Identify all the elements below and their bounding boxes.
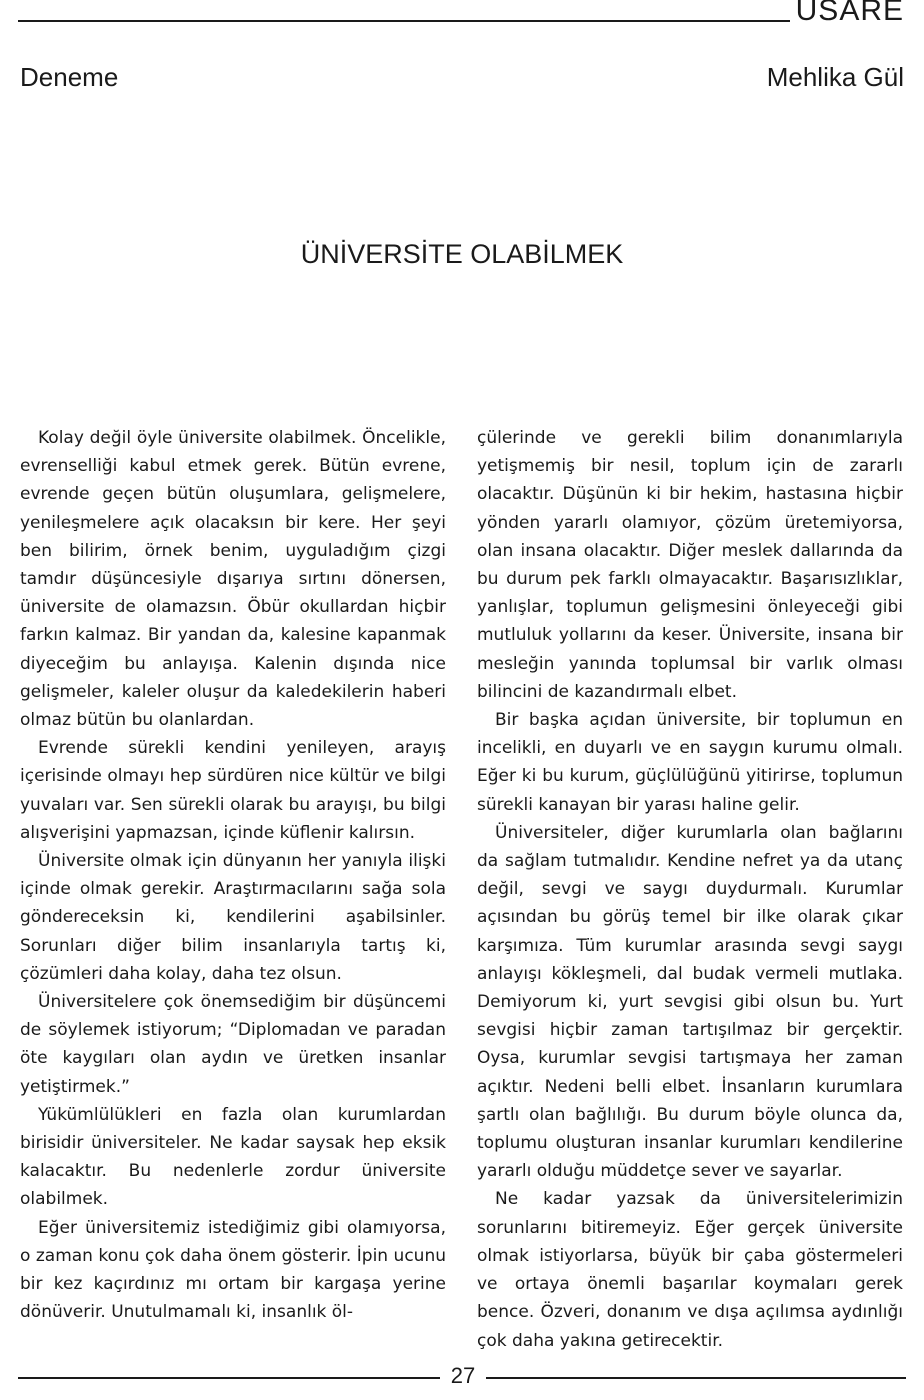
paragraph: Yükümlülükleri en fazla olan kurumlardan birisidir üniversiteler. Ne kadar saysak hep eksik kalacaktır. Bu nedenlerle zordur üniversite olabilmek. (20, 1104, 446, 1210)
article-title: ÜNİVERSİTE OLABİLMEK (300, 239, 624, 269)
paragraph: Bir başka açıdan üniversite, bir toplumun en incelikli, en duyarlı ve en saygın kurumu olmalı. Eğer ki bu kurum, güçlülüğünü yitirirse, toplumun sürekli kanayan bir yarası haline gelir. (477, 710, 903, 815)
paragraph-continuation: çülerinde ve gerekli bilim donanımlarıyla yetişmemiş bir nesil, toplum için de zararlı olacaktır. Düşünün ki bir hekim, hastasına hiçbir yönden yararlı olamıyor, çözüm üretemiyorsa, olan insana olacaktır. Diğer meslek dallarında da bu durum pek farklı olmayacaktır. Başarısızlıklar, yanlışlar, toplumun gelişmesini önleyeceği gibi mutluluk yollarını da keser. Üniversite, insana bir mesleğin yanında toplumsal bir varlık olması bilincini de kazandırmalı elbet. (477, 428, 903, 702)
footer-rule-left (18, 1377, 440, 1379)
footer-rule-right (486, 1377, 906, 1379)
left-column (20, 424, 446, 1327)
paragraph: Üniversite olmak için dünyanın her yanıyla ilişki içinde olmak gerekir. Araştırmacılarını sağa sola göndereceksin ki, kendilerini aşabilsinler. Sorunları diğer bilim insanlarıyla tartış ki, çözümleri daha kolay, daha tez olsun. (20, 851, 446, 984)
paragraph: Ne kadar yazsak da üniversitelerimizin sorunlarını bitiremeyiz. Eğer gerçek üniversite olmak istiyorlarsa, büyük bir çaba göstermeleri ve ortaya önemli başarılar koymaları gerek bence. Özveri, donanım ve dışa açılımsa aydınlığı çok daha yakına getirecektir. (477, 1189, 903, 1351)
paragraph: Evrende sürekli kendini yenileyen, arayış içerisinde olmayı hep sürdüren nice kültür ve bilgi yuvaları var. Sen sürekli olarak bu arayışı, bu bilgi alışverişini yapmazsan, içinde küflenir kalırsın. (20, 738, 446, 843)
paragraph: Üniversitelere çok önemsediğim bir düşüncemi de söylemek istiyorum; “Diplomadan ve paradan öte kaygıları olan aydın ve üretken insanlar yetiştirmek.” (20, 992, 446, 1097)
page-number: 27 (450, 1363, 476, 1388)
paragraph: Kolay değil öyle üniversite olabilmek. Öncelikle, evrenselliği kabul etmek gerek. Bütün evrene, evrende geçen bütün oluşumlara, gelişmelere, yenileşmelere açık olacaksın bir kere. Her şeyi ben bilirim, örnek benim, uyguladığım çizgi tamdır düşüncesiyle dışarıya sırtını dönersen, üniversite de olamazsın. Öbür okullardan hiçbir farkın kalmaz. Bir yandan da, kalesine kapanmak diyeceğim bu anlayışa. Kalenin dışında nice gelişmeler, kaleler oluşur da kaledekilerin haberi olmaz bütün bu olanlardan. (20, 428, 446, 731)
paragraph: Üniversiteler, diğer kurumlarla olan bağlarını da sağlam tutmalıdır. Kendine nefret ya da utanç değil, sevgi ve saygı duydurmalı. Kurumlar açısından bu görüş temel bir ilke olarak çıkar karşımıza. Tüm kurumlar arasında sevgi saygı anlayışı kökleşmeli, dal budak vermeli mutlaka. Demiyorum ki, yurt sevgisi gibi olsun bu. Yurt sevgisi hiçbir zaman tartışılmaz bir gerçektir. Oysa, kurumlar sevgisi tartışmaya her zaman açıktır. Nedeni belli elbet. İnsanların kurumlara şartlı olan bağlılığı. Bu durum böyle olunca da, toplumu oluşturan insanlar kurumları kendilerine yararlı olduğu müddetçe sever ve sayarlar. (477, 822, 903, 1182)
header-rule (18, 20, 790, 22)
section-label: Deneme (20, 62, 119, 92)
paragraph: Eğer üniversitemiz istediğimiz gibi olamıyorsa, o zaman konu çok daha önem gösterir. İpin ucunu bir kez kaçırdınız mı ortam bir kargaşa yerine dönüverir. Unutulmamalı ki, insanlık öl- (20, 1217, 446, 1323)
right-column (477, 424, 903, 1355)
author-name: Mehlika Gül (766, 62, 904, 92)
magazine-name: USARE (795, 0, 904, 27)
